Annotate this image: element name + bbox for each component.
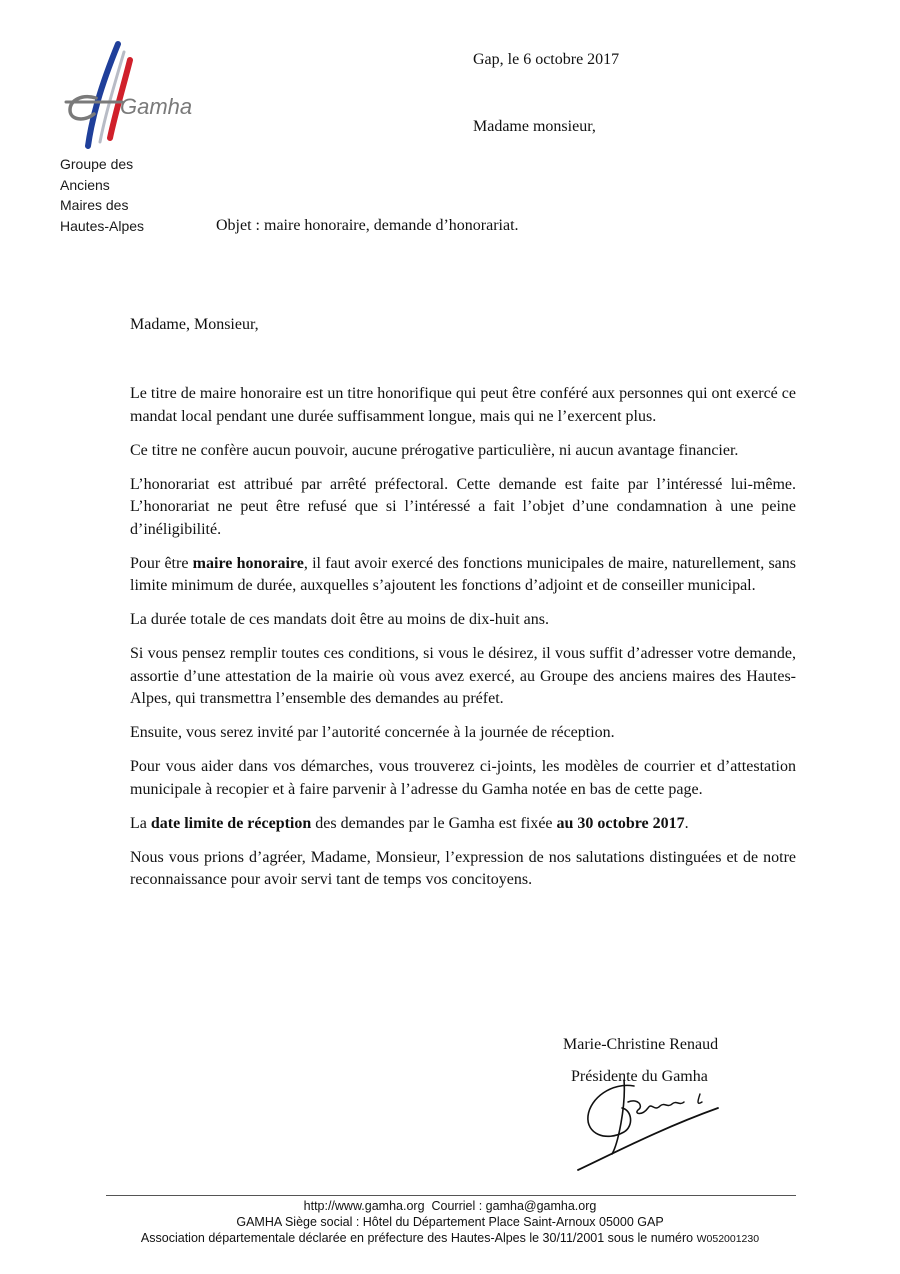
letter-date: Gap, le 6 octobre 2017 bbox=[473, 51, 620, 68]
body-paragraph: L’honorariat est attribué par arrêté préfectoral. Cette demande est faite par l’intéressé lui-même. L’honorariat ne peut être refusé que si l’intéressé a fait l’objet d’une condamnation à une peine d’inéligibilité. bbox=[130, 475, 796, 538]
body-paragraph: Si vous pensez remplir toutes ces conditions, si vous le désirez, il vous suffit d’adresser votre demande, assortie d’une attestation de la mairie où vous avez exercé, au Groupe des anciens maires des Hautes-Alpes, qui transmettra l’ensemble des demandes au préfet. bbox=[130, 645, 796, 707]
text-run: . bbox=[684, 814, 689, 832]
body-paragraph bbox=[130, 553, 796, 598]
body-paragraph: La durée totale de ces mandats doit être au moins de dix-huit ans. bbox=[130, 611, 549, 628]
body-paragraph: Ensuite, vous serez invité par l’autorité concernée à la journée de réception. bbox=[130, 724, 615, 741]
emphasis-deadline: date limite de réception bbox=[150, 814, 312, 832]
footer-contact bbox=[0, 1198, 900, 1214]
organization-name bbox=[60, 154, 200, 236]
text-run: des demandes par le Gamha est fixée bbox=[311, 814, 557, 832]
closing-paragraph: Nous vous prions d’agréer, Madame, Monsieur, l’expression de nos salutations distinguées et de notre reconnaissance pour avoir servi tant de temps vos concitoyens. bbox=[130, 848, 796, 888]
handwritten-signature bbox=[572, 1058, 722, 1176]
footer-address: GAMHA Siège social : Hôtel du Département Place Saint-Arnoux 05000 GAP bbox=[236, 1215, 664, 1229]
footer bbox=[0, 1198, 900, 1247]
body-paragraph: Pour vous aider dans vos démarches, vous trouverez ci-joints, les modèles de courrier et d’attestation municipale à recopier et à faire parvenir à l’adresse du Gamha notée en bas de cette page. bbox=[130, 758, 796, 798]
body-paragraph: Le titre de maire honoraire est un titre honorifique qui peut être conféré aux personnes qui ont exercé ce mandat local pendant une durée suffisamment longue, mais qui ne l’exercent plus. bbox=[130, 385, 796, 425]
signatory-title: Présidente du Gamha bbox=[571, 1068, 708, 1085]
footer-registration bbox=[0, 1230, 900, 1247]
letter-subject: Objet : maire honoraire, demande d’honorariat. bbox=[216, 217, 519, 234]
org-name-line: Anciens bbox=[60, 176, 110, 193]
website-link[interactable]: http://www.gamha.org bbox=[303, 1199, 425, 1213]
deadline-paragraph bbox=[130, 813, 796, 836]
org-name-line: Maires des bbox=[60, 197, 129, 213]
emphasis-maire-honoraire: maire honoraire bbox=[192, 554, 304, 572]
org-name-line: Groupe des bbox=[60, 156, 134, 172]
registration-text: Association départementale déclarée en préfecture des Hautes-Alpes le 30/11/2001 sous le numéro bbox=[140, 1231, 694, 1245]
salutation: Madame, Monsieur, bbox=[130, 316, 259, 333]
email-link[interactable]: Courriel : gamha@gamha.org bbox=[431, 1199, 597, 1213]
emphasis-deadline-date: au 30 octobre 2017 bbox=[556, 814, 685, 832]
body-paragraph: Ce titre ne confère aucun pouvoir, aucune prérogative particulière, ni aucun avantage financier. bbox=[130, 441, 739, 459]
signatory-name: Marie-Christine Renaud bbox=[563, 1036, 719, 1053]
recipient-line: Madame monsieur, bbox=[473, 118, 596, 135]
gamha-logo bbox=[60, 38, 200, 150]
logo-wordmark: Gamha bbox=[120, 94, 193, 119]
text-run: , il faut avoir exercé des fonctions municipales de maire, naturellement, sans limite minimum de durée, auxquelles s’ajoutent les fonctions d’adjoint et de conseiller municipal. bbox=[130, 554, 797, 594]
footer-divider bbox=[106, 1195, 796, 1196]
text-run: La bbox=[130, 814, 151, 832]
org-name-line: Hautes-Alpes bbox=[60, 217, 145, 234]
registration-number: W052001230 bbox=[696, 1233, 760, 1245]
letter-body bbox=[130, 383, 796, 903]
text-run: Pour être bbox=[130, 554, 193, 572]
